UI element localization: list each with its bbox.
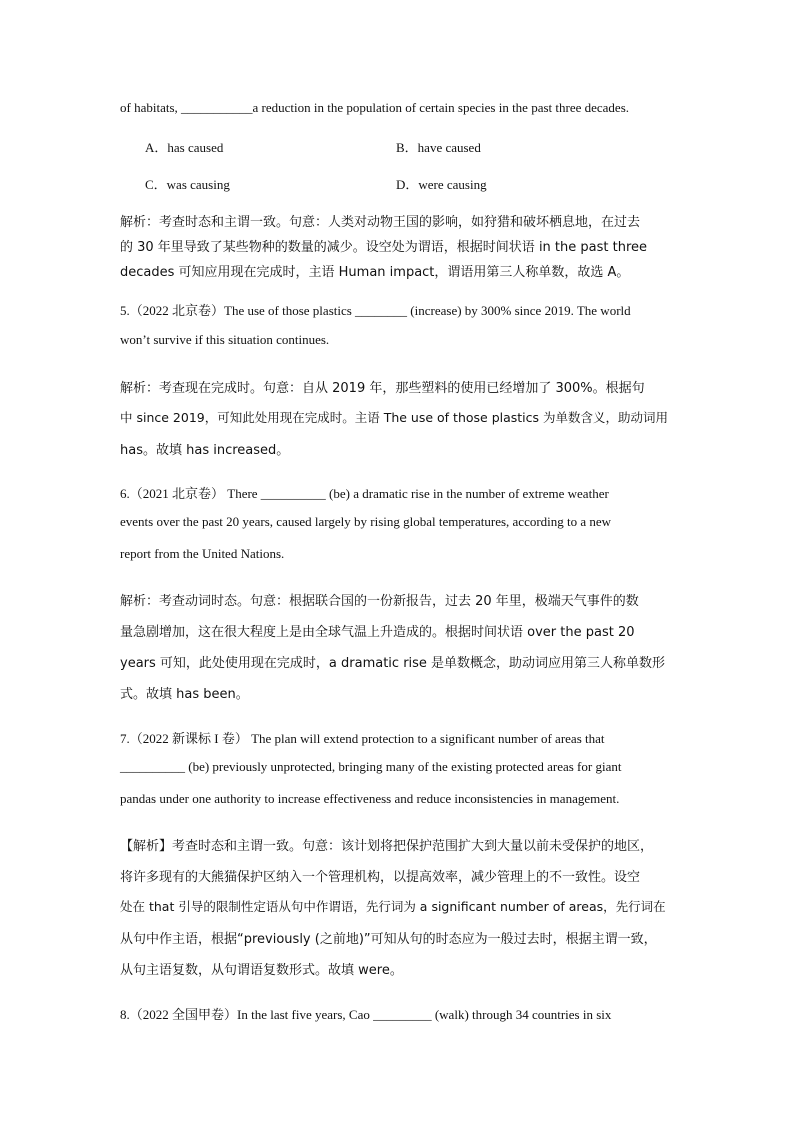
q6-analysis-line-1: 解析：考查动词时态。句意：根据联合国的一份新报告，过去 20 年里，极端天气事件的数 bbox=[120, 594, 639, 609]
q4-stem-tail: of habitats, ___________a reduction in the population of certain species in the past three decades. bbox=[120, 100, 630, 115]
q6-analysis-line-4: 式。故填 has been。 bbox=[120, 687, 249, 702]
q7-analysis-line-4: 从句中作主语，根据“previously (之前地)”可知从句的时态应为一般过去时，根据主谓一致， bbox=[120, 932, 657, 947]
q7-analysis-line-1: 【解析】考查时态和主谓一致。句意：该计划将把保护范围扩大到大量以前未受保护的地区， bbox=[120, 839, 654, 854]
q4-option-b: B．have caused bbox=[396, 140, 481, 155]
q4-option-d: D．were causing bbox=[396, 177, 487, 192]
q7-analysis-line-3: 处在 that 引导的限制性定语从句中作谓语，先行词为 a significant number of areas，先行词在 bbox=[120, 899, 666, 914]
q7-stem-line-2: __________ (be) previously unprotected, bringing many of the existing protected areas for giant bbox=[120, 759, 622, 774]
q5-stem-line-1: 5.（2022 北京卷）The use of those plastics ________ (increase) by 300% since 2019. The world bbox=[120, 303, 631, 318]
q7-analysis-line-2: 将许多现有的大熊猫保护区纳入一个管理机构，以提高效率，减少管理上的不一致性。设空 bbox=[120, 870, 641, 885]
q4-analysis-line-2: 的 30 年里导致了某些物种的数量的减少。设空处为谓语，根据时间状语 in the past three bbox=[120, 240, 648, 255]
q7-stem-line-1: 7.（2022 新课标 I 卷） The plan will extend protection to a significant number of areas that bbox=[120, 731, 605, 746]
q4-option-a: A．has caused bbox=[145, 140, 224, 155]
q4-analysis-line-3: decades 可知应用现在完成时，主语 Human impact，谓语用第三人称单数，故选 A。 bbox=[120, 265, 630, 280]
q6-analysis-line-3: years 可知，此处使用现在完成时，a dramatic rise 是单数概念，助动词应用第三人称单数形 bbox=[120, 656, 666, 671]
q5-analysis-line-2: 中 since 2019，可知此处用现在完成时。主语 The use of those plastics 为单数含义，助动词用 bbox=[120, 410, 669, 425]
q4-option-c: C．was causing bbox=[145, 177, 230, 192]
q5-stem-line-2: won’t survive if this situation continues. bbox=[120, 332, 330, 347]
q6-stem-line-3: report from the United Nations. bbox=[120, 546, 285, 561]
q6-stem-line-2: events over the past 20 years, caused largely by rising global temperatures, according to a new bbox=[120, 514, 612, 529]
q8-stem-line-1: 8.（2022 全国甲卷）In the last five years, Cao _________ (walk) through 34 countries in six bbox=[120, 1007, 612, 1022]
q7-analysis-line-5: 从句主语复数，从句谓语复数形式。故填 were。 bbox=[120, 963, 403, 978]
q5-analysis-line-1: 解析：考查现在完成时。句意：自从 2019 年，那些塑料的使用已经增加了 300%。根据句 bbox=[120, 381, 645, 396]
q6-analysis-line-2: 量急剧增加，这在很大程度上是由全球气温上升造成的。根据时间状语 over the past 20 bbox=[120, 625, 635, 640]
q6-stem-line-1: 6.（2021 北京卷） There __________ (be) a dramatic rise in the number of extreme weather bbox=[120, 486, 609, 501]
q4-analysis-line-1: 解析：考查时态和主谓一致。句意：人类对动物王国的影响，如狩猎和破坏栖息地，在过去 bbox=[120, 215, 641, 230]
q5-analysis-line-3: has。故填 has increased。 bbox=[120, 443, 290, 458]
q7-stem-line-3: pandas under one authority to increase effectiveness and reduce inconsistencies in management. bbox=[120, 791, 620, 806]
